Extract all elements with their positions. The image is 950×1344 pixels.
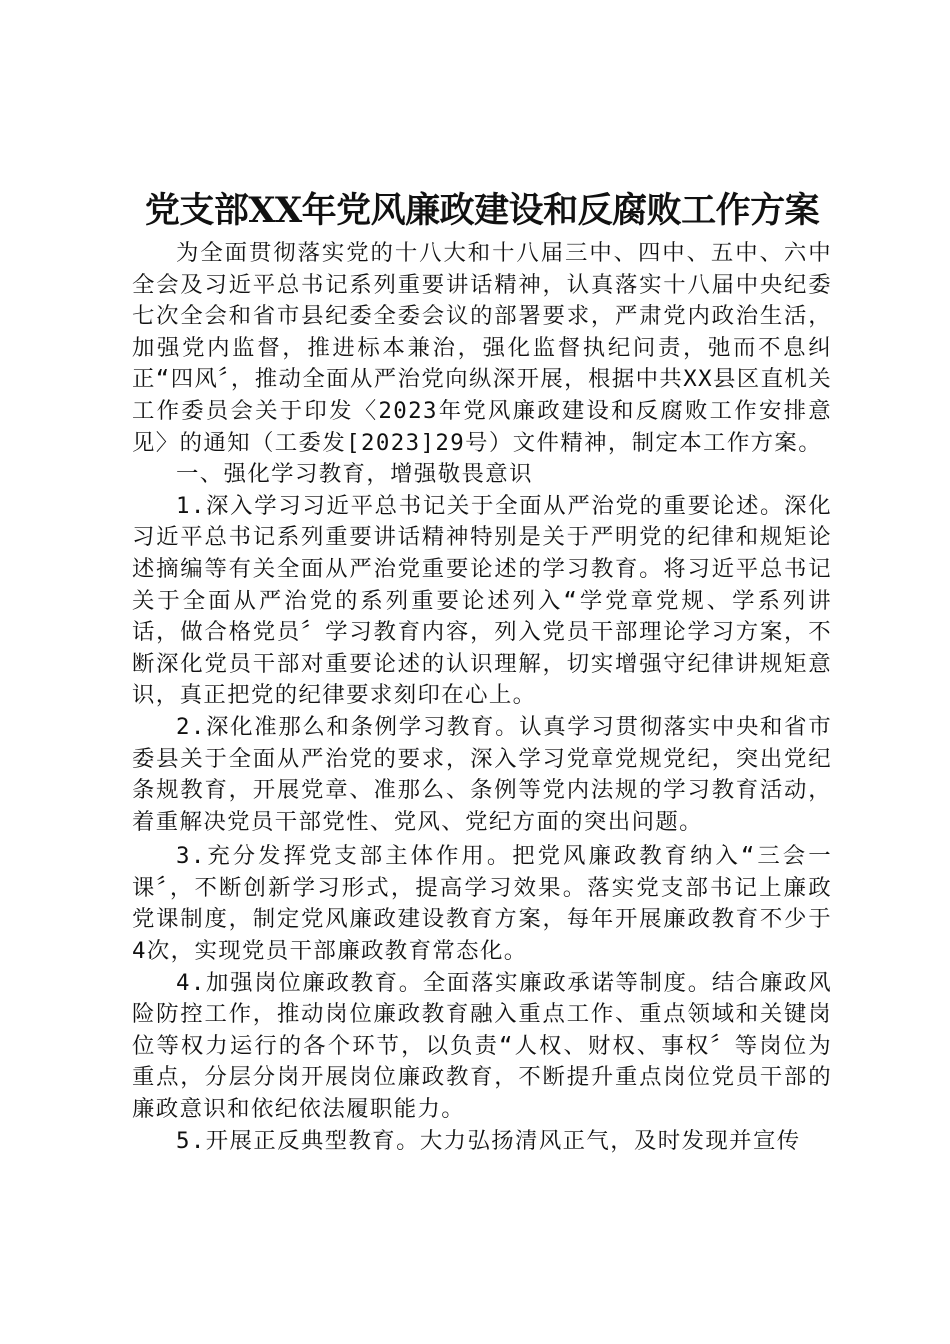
document-page [132,186,832,1157]
paragraph-item-4: 4.加强岗位廉政教育。全面落实廉政承诺等制度。结合廉政风险防控工作，推动岗位廉政教育融入重点工作、重点领域和关键岗位等权力运行的各个环节，以负责“人权、财权、事权〞等岗位为重点，分层分岗开展岗位廉政教育，不断提升重点岗位党员干部的廉政意识和依纪依法履职能力。 [132,969,832,1123]
paragraph-intro: 为全面贯彻落实党的十八大和十八届三中、四中、五中、六中全会及习近平总书记系列重要讲话精神，认真落实十八届中央纪委七次全会和省市县纪委全委会议的部署要求，严肃党内政治生活，加强党内监督，推进标本兼治，强化监督执纪问责，弛而不息纠正“四风〞，推动全面从严治党向纵深开展，根据中共XX县区直机关工作委员会关于印发〈2023年党风廉政建设和反腐败工作安排意见〉的通知（工委发[2023]29号）文件精神，制定本工作方案。 [132,240,832,456]
paragraph-item-3: 3.充分发挥党支部主体作用。把党风廉政教育纳入“三会一课〞，不断创新学习形式，提高学习效果。落实党支部书记上廉政党课制度，制定党风廉政建设教育方案，每年开展廉政教育不少于4次，实现党员干部廉政教育常态化。 [132,843,832,965]
paragraph-item-2: 2.深化准那么和条例学习教育。认真学习贯彻落实中央和省市委县关于全面从严治党的要求，深入学习党章党规党纪，突出党纪条规教育，开展党章、准那么、条例等党内法规的学习教育活动，着重解决党员干部党性、党风、党纪方面的突出问题。 [132,713,832,835]
document-title: 党支部XX年党风廉政建设和反腐败工作方案 [144,190,820,231]
paragraph-item-1: 1.深入学习习近平总书记关于全面从严治党的重要论述。深化习近平总书记系列重要讲话精神特别是关于严明党的纪律和规矩论述摘编等有关全面从严治党重要论述的学习教育。将习近平总书记关于全面从严治党的系列重要论述列入“学党章党规、学系列讲话，做合格党员〞学习教育内容，列入党员干部理论学习方案，不断深化党员干部对重要论述的认识理解，切实增强守纪律讲规矩意识，真正把党的纪律要求刻印在心上。 [132,492,832,709]
section-heading-1: 一、强化学习教育，增强敬畏意识 [176,461,533,488]
paragraph-item-5: 5.开展正反典型教育。大力弘扬清风正气，及时发现并宣传 [176,1127,801,1154]
